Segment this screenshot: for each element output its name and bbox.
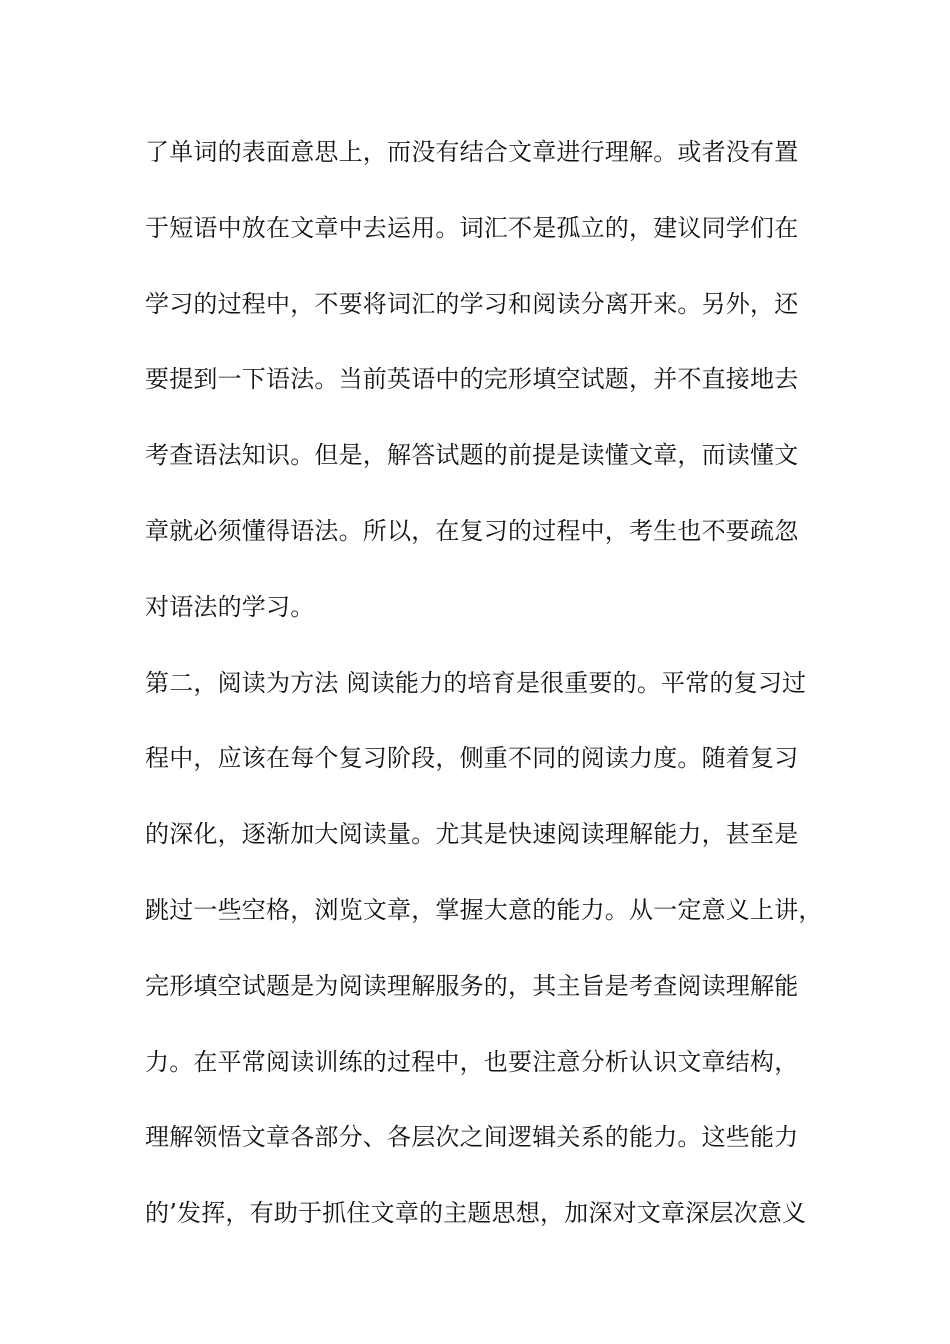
text-line-15: 的’发挥，有助于抓住文章的主题思想，加深对文章深层次意义 xyxy=(145,1199,807,1228)
text-line-4: 要提到一下语法。当前英语中的完形填空试题，并不直接地去 xyxy=(145,365,799,394)
text-line-13: 力。在平常阅读训练的过程中，也要注意分析认识文章结构， xyxy=(145,1047,799,1076)
text-line-9: 程中，应该在每个复习阶段，侧重不同的阅读力度。随着复习 xyxy=(145,744,799,773)
text-line-12: 完形填空试题是为阅读理解服务的，其主旨是考查阅读理解能 xyxy=(145,971,799,1000)
text-line-6: 章就必须懂得语法。所以，在复习的过程中，考生也不要疏忽 xyxy=(145,516,799,545)
text-line-14: 理解领悟文章各部分、各层次之间逻辑关系的能力。这些能力 xyxy=(145,1123,799,1152)
text-line-11: 跳过一些空格，浏览文章，掌握大意的能力。从一定意义上讲， xyxy=(145,895,823,924)
text-line-8: 第二，阅读为方法 阅读能力的培育是很重要的。平常的复习过 xyxy=(145,668,807,697)
text-line-1: 了单词的表面意思上，而没有结合文章进行理解。或者没有置 xyxy=(145,138,799,166)
text-line-5: 考查语法知识。但是，解答试题的前提是读懂文章，而读懂文 xyxy=(145,441,799,470)
text-line-2: 于短语中放在文章中去运用。词汇不是孤立的，建议同学们在 xyxy=(145,213,799,242)
text-line-10: 的深化，逐渐加大阅读量。尤其是快速阅读理解能力，甚至是 xyxy=(145,820,799,849)
document-body xyxy=(145,132,825,1269)
text-line-3: 学习的过程中，不要将词汇的学习和阅读分离开来。另外，还 xyxy=(145,289,799,318)
text-line-7: 对语法的学习。 xyxy=(145,592,315,621)
